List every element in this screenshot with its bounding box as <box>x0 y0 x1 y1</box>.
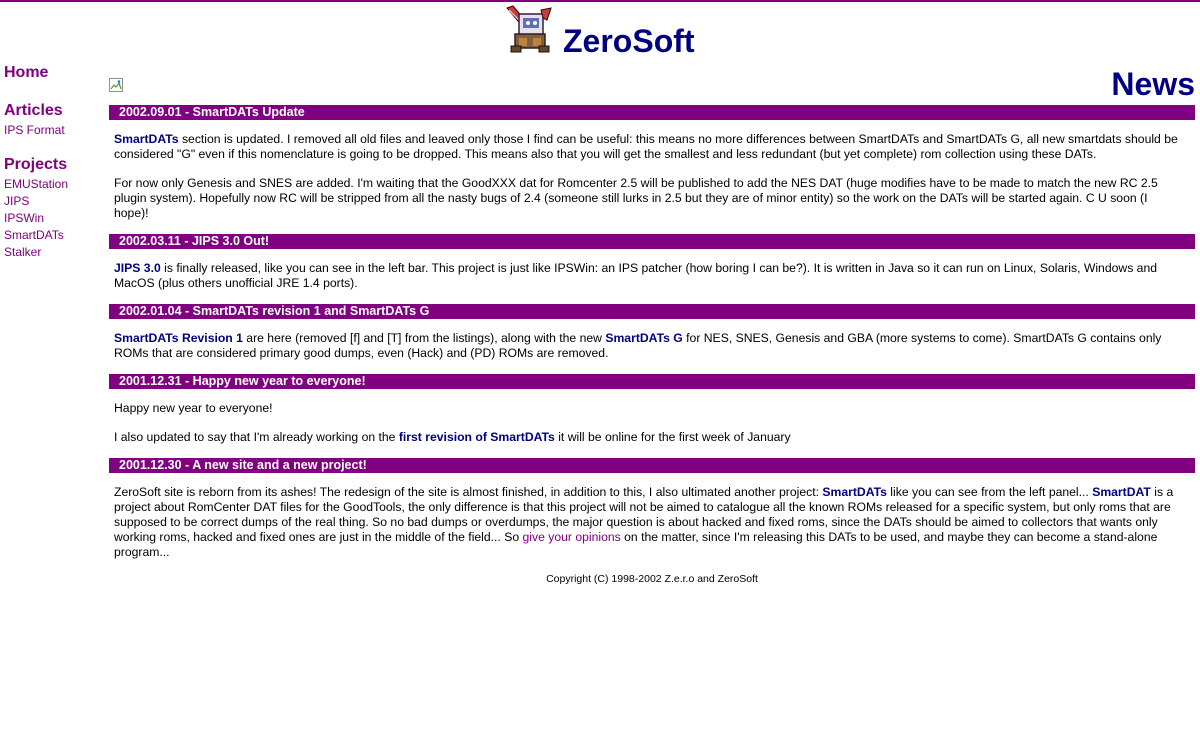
news-entry-title: 2001.12.30 - A new site and a new project! <box>109 458 1195 473</box>
entry-text: ZeroSoft site is reborn from its ashes! The redesign of the site is almost finished, in addition to this, I also ultimated another project: <box>114 485 823 499</box>
entry-text: section is updated. I removed all old files and leaved only those I find can be useful: this means no more differences between SmartDATs and SmartDATs G, all new smartdats should be considered "G" even if this nomenclature is going to be dropped. This means also that you will get the smallest and less redundant (but yet complete) rom collection using these DATs. <box>114 132 1178 161</box>
nav-project-jips[interactable]: JIPS <box>4 194 30 208</box>
nav-project-ipswin[interactable]: IPSWin <box>4 211 45 225</box>
nav-articles-heading[interactable]: Articles <box>4 102 63 119</box>
main-content <box>109 64 1195 585</box>
entry-text: for NES, SNES, Genesis and GBA (more systems to come). SmartDATs G contains only ROMs that are considered primary good dumps, even (Hack) and (PD) ROMs are removed. <box>114 331 1162 360</box>
news-entry-title: 2002.03.11 - JIPS 3.0 Out! <box>109 234 1195 249</box>
give-opinions-link[interactable]: give your opinions <box>522 530 621 544</box>
nav-home-link[interactable]: Home <box>4 64 49 81</box>
nav-project-emustation[interactable]: EMUStation <box>4 177 69 191</box>
news-entry-body <box>109 249 1195 291</box>
nav-project-smartdats[interactable]: SmartDATs <box>4 228 64 242</box>
site-title: ZeroSoft <box>563 23 695 59</box>
news-entry-body <box>109 319 1195 361</box>
entry-text: For now only Genesis and SNES are added. I'm waiting that the GoodXXX dat for Romcenter 2.5 will be published to add the NES DAT (huge modifies have to be made to match the new RC 2.5 plugin system). Hopefully now RC will be stripped from all the nasty bugs of 2.4 (someone still lurks in 2.5 but they are of minor entity) so the work on the DATs will be started again. C U soon (I hope)! <box>114 176 1158 220</box>
smartdats-link[interactable]: SmartDATs <box>822 485 887 499</box>
broken-image-icon <box>109 78 123 92</box>
news-entry-body <box>109 389 1195 445</box>
news-header-row <box>109 64 1195 104</box>
smartdats-link[interactable]: SmartDATs <box>114 132 179 146</box>
entry-text: I also updated to say that I'm already working on the <box>114 430 399 444</box>
entry-text: is a project about RomCenter DAT files for the GoodTools, the only difference is that this project will not be aimed to catalogue all the known ROMs released for a specific system, but only roms that are supposed to be correct dumps of the real thing. So no bad dumps or overdumps, the major question is about hacked and fixed roms, since the DATs should be aimed to collectors that wants only working roms, hacked and fixed ones are just in the middle of the field... So <box>114 485 1174 544</box>
copyright-footer: Copyright (C) 1998-2002 Z.e.r.o and ZeroSoft <box>546 573 758 585</box>
jips-link[interactable]: JIPS 3.0 <box>114 261 161 275</box>
news-entry-body <box>109 473 1195 560</box>
entry-text: like you can see from the left panel... <box>886 485 1093 499</box>
site-header <box>0 2 1200 60</box>
news-entry-title: 2002.01.04 - SmartDATs revision 1 and SmartDATs G <box>109 304 1195 319</box>
smartdats-g-link[interactable]: SmartDATs G <box>605 331 683 345</box>
sidebar-nav <box>4 62 104 261</box>
nav-projects-heading[interactable]: Projects <box>4 156 68 173</box>
entry-text: on the matter, since I'm releasing this DATs to be used, and maybe they can become a stand-alone program... <box>114 530 1158 559</box>
nav-article-ips-format[interactable]: IPS Format <box>4 123 65 137</box>
smartdat-link[interactable]: SmartDAT <box>1092 485 1151 499</box>
entry-text: Happy new year to everyone! <box>114 401 273 415</box>
news-entry-title: 2002.09.01 - SmartDATs Update <box>109 105 1195 120</box>
entry-text: it will be online for the first week of January <box>554 430 791 444</box>
news-entry-body <box>109 120 1195 221</box>
nav-project-stalker[interactable]: Stalker <box>4 245 42 259</box>
first-revision-link[interactable]: first revision of SmartDATs <box>398 430 555 444</box>
smartdats-revision-link[interactable]: SmartDATs Revision 1 <box>114 331 243 345</box>
news-entry-title: 2001.12.31 - Happy new year to everyone! <box>109 374 1195 389</box>
logo-mascot-icon <box>503 4 557 54</box>
entry-text: are here (removed [f] and [T] from the listings), along with the new <box>242 331 606 345</box>
entry-text: is finally released, like you can see in the left bar. This project is just like IPSWin: an IPS patcher (how boring I can be?). It is written in Java so it can run on Linux, Solaris, Windows and MacOS (plus others unofficial JRE 1.4 ports). <box>114 261 1158 290</box>
page-title: News <box>1111 66 1195 102</box>
